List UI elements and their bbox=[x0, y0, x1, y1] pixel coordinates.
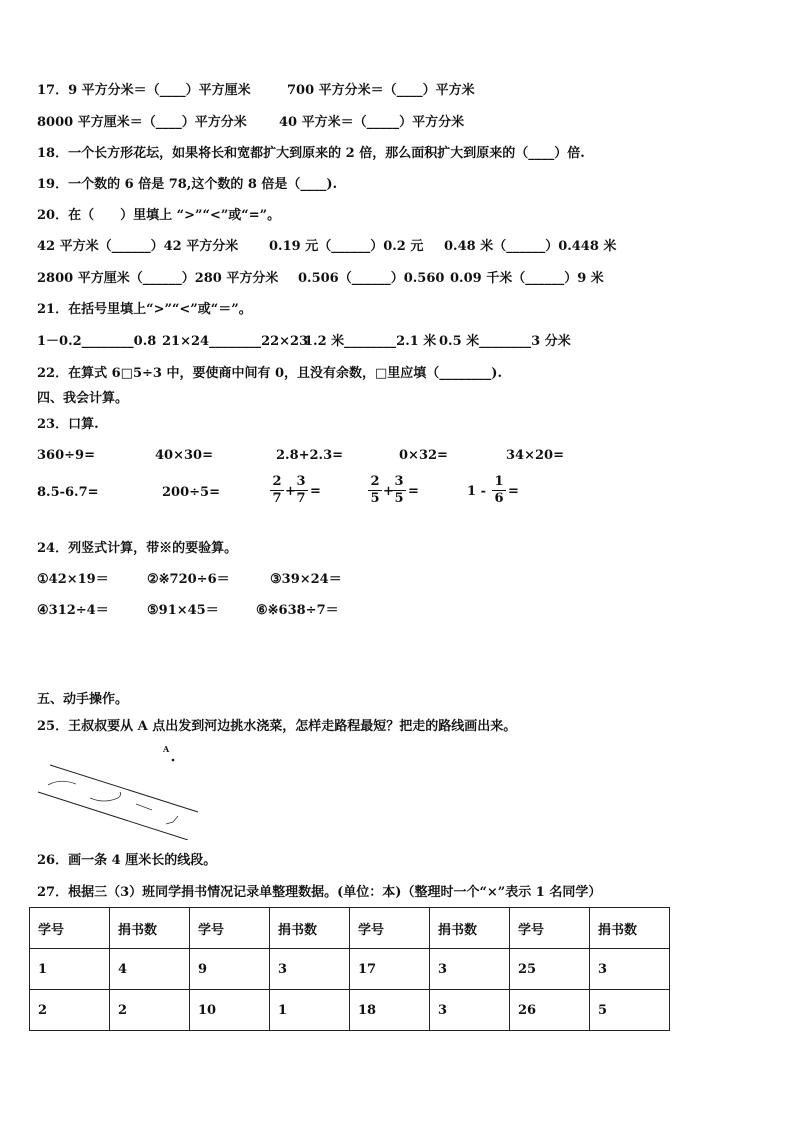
fraction-denominator: 5 bbox=[370, 491, 380, 506]
q23-item: 8.5-6.7= bbox=[37, 485, 99, 500]
q20-row2-item: 2800 平方厘米（______）280 平方分米 bbox=[37, 271, 279, 286]
equals-sign: = bbox=[508, 484, 519, 499]
q23-item: 0×32= bbox=[399, 448, 448, 463]
water-ripple bbox=[166, 816, 178, 824]
fraction bbox=[392, 474, 406, 507]
water-ripple bbox=[136, 804, 152, 810]
table-cell: 3 bbox=[590, 949, 670, 990]
table-header-cell: 学号 bbox=[30, 908, 110, 949]
table-cell: 5 bbox=[590, 990, 670, 1031]
table-header-cell: 捐书数 bbox=[590, 908, 670, 949]
q23-title: 23．口算. bbox=[37, 417, 99, 432]
table-row bbox=[30, 949, 670, 990]
q23-item: 34×20= bbox=[506, 448, 564, 463]
q24-item: ④312÷4＝ bbox=[37, 603, 109, 618]
river-bank-lower bbox=[38, 792, 188, 840]
fraction-numerator: 3 bbox=[294, 474, 308, 491]
table-cell: 4 bbox=[110, 949, 190, 990]
fraction bbox=[294, 474, 308, 507]
q20-row1-item: 42 平方米（______）42 平方分米 bbox=[37, 239, 239, 254]
water-ripple bbox=[48, 781, 76, 785]
q17-line2b: 40 平方米＝（_____）平方分米 bbox=[279, 115, 465, 130]
fraction-denominator: 7 bbox=[272, 491, 282, 506]
table-header-cell: 学号 bbox=[350, 908, 430, 949]
fraction-numerator: 2 bbox=[368, 474, 382, 491]
q24-item: ②※720÷6＝ bbox=[147, 572, 230, 587]
table-cell: 2 bbox=[30, 990, 110, 1031]
q20-row2-item: 0.506（______）0.560 bbox=[298, 271, 445, 286]
table-cell: 3 bbox=[430, 990, 510, 1031]
table-header-row bbox=[30, 908, 670, 949]
q21-item: 21×24________22×23 bbox=[162, 334, 309, 349]
table-cell: 17 bbox=[350, 949, 430, 990]
fraction bbox=[270, 474, 284, 507]
q26-text: 26．画一条 4 厘米长的线段。 bbox=[37, 853, 217, 868]
q19-text: 19．一个数的 6 倍是 78,这个数的 8 倍是（____). bbox=[37, 177, 338, 192]
fraction-numerator: 2 bbox=[270, 474, 284, 491]
equals-sign: = bbox=[310, 484, 321, 499]
fraction bbox=[492, 474, 506, 507]
q24-item: ③39×24＝ bbox=[270, 572, 342, 587]
table-cell: 2 bbox=[110, 990, 190, 1031]
one-minus: 1 - bbox=[467, 484, 486, 499]
q21-item: 0.5 米________3 分米 bbox=[439, 334, 571, 349]
table-header-cell: 捐书数 bbox=[110, 908, 190, 949]
water-ripple bbox=[90, 792, 121, 801]
q21-item: 1－0.2________0.8 bbox=[37, 334, 157, 349]
table-header-cell: 捐书数 bbox=[430, 908, 510, 949]
table-cell: 1 bbox=[30, 949, 110, 990]
q24-item: ⑥※638÷7＝ bbox=[256, 603, 339, 618]
table-cell: 10 bbox=[190, 990, 270, 1031]
book-donation-table bbox=[29, 907, 670, 1031]
table-header-cell: 学号 bbox=[510, 908, 590, 949]
section-5-heading: 五、动手操作。 bbox=[37, 692, 129, 707]
q21-title: 21．在括号里填上“>”“<”或“＝”。 bbox=[37, 302, 252, 317]
q23-item: 360÷9= bbox=[37, 448, 95, 463]
plus-sign: + bbox=[383, 484, 394, 499]
table-header-cell: 捐书数 bbox=[270, 908, 350, 949]
equals-sign: = bbox=[408, 484, 419, 499]
q24-item: ⑤91×45＝ bbox=[147, 603, 219, 618]
plus-sign: + bbox=[285, 484, 296, 499]
fraction bbox=[368, 474, 382, 507]
river-bank-upper bbox=[50, 765, 198, 812]
table-cell: 9 bbox=[190, 949, 270, 990]
table-cell: 26 bbox=[510, 990, 590, 1031]
section-4-heading: 四、我会计算。 bbox=[37, 391, 129, 406]
fraction-denominator: 5 bbox=[394, 491, 404, 506]
q24-title: 24．列竖式计算，带※的要验算。 bbox=[37, 541, 238, 556]
q20-row1-item: 0.48 米（______）0.448 米 bbox=[444, 239, 617, 254]
q20-row2-item: 0.09 千米（______）9 米 bbox=[450, 271, 604, 286]
table-cell: 3 bbox=[430, 949, 510, 990]
q23-item: 200÷5= bbox=[162, 485, 220, 500]
fraction-denominator: 6 bbox=[494, 491, 504, 506]
point-a-dot bbox=[172, 759, 175, 762]
table-header-cell: 学号 bbox=[190, 908, 270, 949]
q18-text: 18．一个长方形花坛，如果将长和宽都扩大到原来的 2 倍，那么面积扩大到原来的（____）倍. bbox=[37, 146, 585, 161]
q22-text: 22．在算式 6□5÷3 中，要使商中间有 0，且没有余数，□里应填（________). bbox=[37, 366, 502, 381]
q20-title: 20．在（ ）里填上 “>”“<”或“=”。 bbox=[37, 208, 281, 223]
fraction-numerator: 1 bbox=[492, 474, 506, 491]
q24-item: ①42×19＝ bbox=[37, 572, 109, 587]
q27-title: 27．根据三（3）班同学捐书情况记录单整理数据。(单位：本)（整理时一个“×”表示 1 名同学） bbox=[37, 885, 602, 900]
table-cell: 25 bbox=[510, 949, 590, 990]
table-row bbox=[30, 990, 670, 1031]
table-cell: 18 bbox=[350, 990, 430, 1031]
q20-row1-item: 0.19 元（______）0.2 元 bbox=[269, 239, 424, 254]
point-a-label: A bbox=[163, 744, 170, 754]
q17-line1a: 17．9 平方分米＝（____）平方厘米 bbox=[37, 83, 251, 98]
q17-line1b: 700 平方分米＝（____）平方米 bbox=[287, 83, 475, 98]
table-cell: 1 bbox=[270, 990, 350, 1031]
fraction-numerator: 3 bbox=[392, 474, 406, 491]
q17-line2a: 8000 平方厘米＝（____）平方分米 bbox=[37, 115, 247, 130]
q25-text: 25．王叔叔要从 A 点出发到河边挑水浇菜，怎样走路程最短？把走的路线画出来。 bbox=[37, 719, 517, 734]
q23-item: 2.8+2.3= bbox=[276, 448, 344, 463]
q21-item: 1.2 米________2.1 米 bbox=[304, 334, 437, 349]
river-diagram bbox=[28, 740, 208, 840]
table-cell: 3 bbox=[270, 949, 350, 990]
q23-item: 40×30= bbox=[155, 448, 213, 463]
fraction-denominator: 7 bbox=[296, 491, 306, 506]
